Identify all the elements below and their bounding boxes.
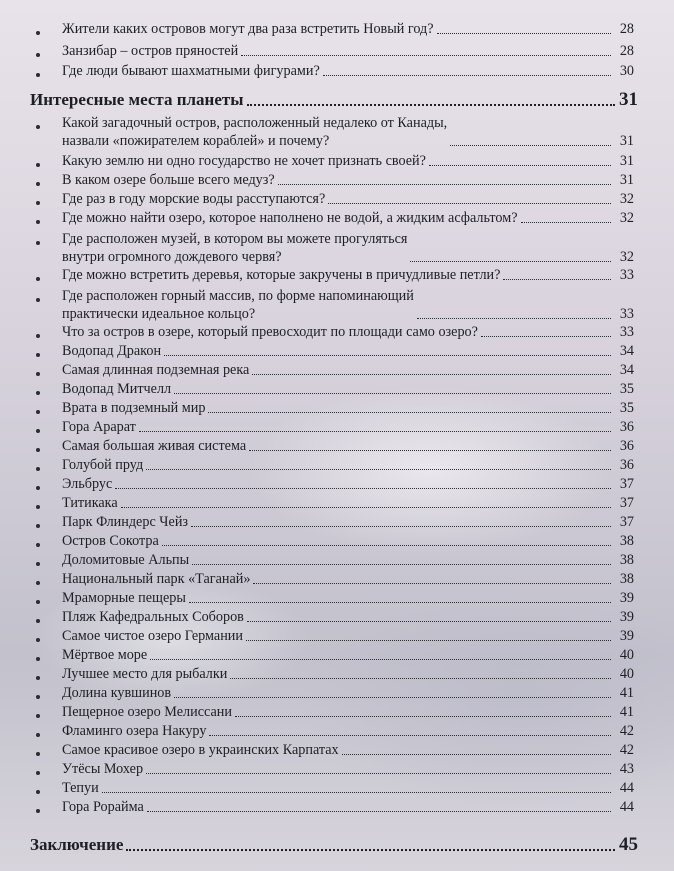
dot-leader (241, 54, 611, 56)
bullet-icon (36, 372, 40, 376)
toc-entry (62, 399, 634, 417)
dot-leader (102, 791, 611, 793)
entry-title: Остров Сокотра (62, 533, 159, 549)
dot-leader (521, 221, 611, 223)
entry-title: Пещерное озеро Мелиссани (62, 704, 232, 720)
toc-entry (62, 608, 634, 626)
dot-leader (481, 335, 611, 337)
toc-entry (62, 190, 634, 208)
toc-entry (62, 342, 634, 360)
entry-title: Жители каких островов могут два раза встретить Новый год? (62, 21, 434, 37)
entry-page: 33 (619, 306, 634, 322)
toc-entry (62, 570, 634, 588)
entry-title: Мёртвое море (62, 647, 148, 663)
dot-leader (162, 544, 611, 546)
entry-page: 37 (619, 514, 634, 530)
toc-entry (62, 646, 634, 664)
entry-page: 34 (619, 362, 634, 378)
bullet-icon (36, 31, 40, 35)
entry-page: 39 (619, 628, 634, 644)
dot-leader (252, 373, 611, 375)
toc-entry (62, 798, 634, 816)
entry-page: 44 (619, 780, 634, 796)
bullet-icon (36, 125, 40, 129)
entry-title: Парк Флиндерс Чейз (62, 514, 189, 530)
dot-leader (328, 202, 611, 204)
toc-entry (62, 722, 634, 740)
entry-page: 41 (619, 685, 634, 701)
bullet-icon (36, 505, 40, 509)
bullet-icon (36, 163, 40, 167)
bullet-icon (36, 771, 40, 775)
bullet-icon (36, 790, 40, 794)
dot-leader (230, 677, 611, 679)
section-title: Заключение (30, 835, 124, 854)
entry-title: Где люди бывают шахматными фигурами? (62, 63, 320, 79)
toc-entry (62, 209, 634, 227)
dot-leader (410, 260, 611, 262)
entry-title: Тепуи (62, 780, 99, 796)
entry-page: 28 (619, 43, 634, 59)
entry-page: 36 (619, 457, 634, 473)
dot-leader (429, 164, 611, 166)
bullet-icon (36, 391, 40, 395)
dot-leader (209, 734, 611, 736)
bullet-icon (36, 182, 40, 186)
entry-title: Где можно найти озеро, которое наполнено не водой, а жидким асфальтом? (62, 210, 518, 226)
toc-entry (62, 665, 634, 683)
toc-entry (62, 513, 634, 531)
dot-leader (192, 563, 611, 565)
dot-leader (342, 753, 611, 755)
dot-leader (115, 487, 611, 489)
entry-page: 39 (619, 590, 634, 606)
dot-leader (235, 715, 611, 717)
bullet-icon (36, 467, 40, 471)
entry-title: Национальный парк «Таганай» (62, 571, 251, 587)
entry-title (62, 230, 407, 266)
entry-page: 33 (619, 267, 634, 283)
entry-title-line: Какой загадочный остров, расположенный недалеко от Канады, (62, 115, 448, 131)
dot-leader (278, 183, 611, 185)
toc-entry (62, 703, 634, 721)
entry-title (62, 287, 414, 323)
entry-page: 38 (619, 571, 634, 587)
entry-title: Титикака (62, 495, 118, 511)
dot-leader (247, 620, 611, 622)
bullet-icon (36, 53, 40, 57)
entry-page: 44 (619, 799, 634, 815)
dot-leader (417, 317, 611, 319)
toc-entry (62, 287, 634, 323)
entry-page: 40 (619, 647, 634, 663)
entry-title-line: внутри огромного дождевого червя? (62, 249, 282, 265)
entry-page: 31 (619, 133, 634, 149)
bullet-icon (36, 410, 40, 414)
entry-title: Мраморные пещеры (62, 590, 186, 606)
dot-leader (164, 354, 611, 356)
entry-page: 38 (619, 552, 634, 568)
dot-leader (253, 582, 611, 584)
entry-title: Гора Рорайма (62, 799, 144, 815)
entry-title-line: назвали «пожирателем кораблей» и почему? (62, 133, 330, 149)
entry-title: Самое красивое озеро в украинских Карпатах (62, 742, 339, 758)
bullet-icon (36, 277, 40, 281)
bullet-icon (36, 429, 40, 433)
toc-entry (62, 323, 634, 341)
entry-title: Что за остров в озере, который превосходит по площади само озеро? (62, 324, 478, 340)
entry-title: Фламинго озера Накуру (62, 723, 207, 739)
bullet-icon (36, 676, 40, 680)
toc-entry (62, 760, 634, 778)
entry-page: 32 (619, 210, 634, 226)
dot-leader (139, 430, 611, 432)
toc-entry (62, 361, 634, 379)
toc-entry (62, 418, 634, 436)
toc-entry (62, 152, 634, 170)
dot-leader (208, 411, 611, 413)
bullet-icon (36, 600, 40, 604)
toc-entry (62, 62, 634, 80)
section-title: Интересные места планеты (30, 90, 244, 109)
bullet-icon (36, 562, 40, 566)
entry-page: 43 (619, 761, 634, 777)
section-heading (30, 89, 638, 111)
entry-page: 41 (619, 704, 634, 720)
bullet-icon (36, 619, 40, 623)
entry-page: 33 (619, 324, 634, 340)
entry-page: 37 (619, 476, 634, 492)
entry-title: Долина кувшинов (62, 685, 172, 701)
entry-title: Врата в подземный мир (62, 400, 206, 416)
toc-entry (62, 475, 634, 493)
entry-page: 38 (619, 533, 634, 549)
entry-page: 32 (619, 249, 634, 265)
dot-leader (249, 449, 611, 451)
dot-leader (450, 144, 611, 146)
bullet-icon (36, 241, 40, 245)
section-page: 31 (619, 89, 638, 110)
toc-entry (62, 114, 634, 150)
entry-title: Утёсы Мохер (62, 761, 144, 777)
bullet-icon (36, 657, 40, 661)
entry-title: Водопад Митчелл (62, 381, 172, 397)
dot-leader (174, 392, 611, 394)
toc-entry (62, 230, 634, 266)
toc-entry (62, 741, 634, 759)
bullet-icon (36, 695, 40, 699)
bullet-icon (36, 220, 40, 224)
entry-page: 37 (619, 495, 634, 511)
entry-page: 31 (619, 172, 634, 188)
entry-page: 35 (619, 400, 634, 416)
dot-leader (121, 506, 611, 508)
entry-page: 30 (619, 63, 634, 79)
entry-page: 28 (619, 21, 634, 37)
toc-entry (62, 266, 634, 284)
toc-entry (62, 437, 634, 455)
entry-page: 32 (619, 191, 634, 207)
entry-page: 31 (619, 153, 634, 169)
entry-page: 40 (619, 666, 634, 682)
dot-leader (174, 696, 611, 698)
entry-title-line: Где расположен музей, в котором вы можете прогуляться (62, 231, 408, 247)
dot-leader (191, 525, 611, 527)
entry-title: Где можно встретить деревья, которые закручены в причудливые петли? (62, 267, 501, 283)
entry-page: 35 (619, 381, 634, 397)
dot-leader (147, 810, 611, 812)
toc-entry (62, 627, 634, 645)
entry-title: Где раз в году морские воды расступаются? (62, 191, 326, 207)
toc-entry (62, 494, 634, 512)
toc-entry (62, 589, 634, 607)
entry-title-line: практически идеальное кольцо? (62, 306, 256, 322)
conclusion-heading (30, 834, 638, 856)
entry-title: Водопад Дракон (62, 343, 162, 359)
toc-entry (62, 20, 634, 38)
toc-entry (62, 456, 634, 474)
entry-title: Доломитовые Альпы (62, 552, 190, 568)
bullet-icon (36, 752, 40, 756)
entry-title: Эльбрус (62, 476, 113, 492)
dot-leader (146, 468, 611, 470)
entry-page: 39 (619, 609, 634, 625)
entry-title: Самое чистое озеро Германии (62, 628, 243, 644)
entry-title: Пляж Кафедральных Соборов (62, 609, 244, 625)
entry-title: Самая большая живая система (62, 438, 247, 454)
toc-entry (62, 42, 634, 60)
entry-page: 42 (619, 742, 634, 758)
section-page: 45 (619, 834, 638, 855)
entry-title: Голубой пруд (62, 457, 144, 473)
dot-leader (126, 848, 615, 851)
toc-entry (62, 380, 634, 398)
entry-title-line: Где расположен горный массив, по форме напоминающий (62, 288, 414, 304)
bullet-icon (36, 334, 40, 338)
dot-leader (437, 32, 611, 34)
entry-title: Гора Арарат (62, 419, 136, 435)
dot-leader (323, 74, 611, 76)
dot-leader (150, 658, 611, 660)
dot-leader (503, 278, 611, 280)
bullet-icon (36, 581, 40, 585)
bullet-icon (36, 201, 40, 205)
toc-entry (62, 171, 634, 189)
bullet-icon (36, 298, 40, 302)
bullet-icon (36, 73, 40, 77)
toc-entry (62, 779, 634, 797)
dot-leader (246, 639, 611, 641)
entry-title: Лучшее место для рыбалки (62, 666, 228, 682)
entry-title: В каком озере больше всего медуз? (62, 172, 275, 188)
bullet-icon (36, 486, 40, 490)
entry-title (62, 114, 447, 150)
bullet-icon (36, 524, 40, 528)
bullet-icon (36, 733, 40, 737)
entry-page: 36 (619, 419, 634, 435)
entry-page: 34 (619, 343, 634, 359)
entry-title: Самая длинная подземная река (62, 362, 250, 378)
bullet-icon (36, 714, 40, 718)
toc-entry (62, 532, 634, 550)
bullet-icon (36, 353, 40, 357)
dot-leader (189, 601, 611, 603)
entry-title: Какую землю ни одно государство не хочет признать своей? (62, 153, 426, 169)
bullet-icon (36, 448, 40, 452)
bullet-icon (36, 809, 40, 813)
entry-page: 42 (619, 723, 634, 739)
dot-leader (247, 103, 615, 106)
toc-entry (62, 684, 634, 702)
dot-leader (146, 772, 611, 774)
toc-entry (62, 551, 634, 569)
bullet-icon (36, 638, 40, 642)
entry-title: Занзибар – остров пряностей (62, 43, 239, 59)
bullet-icon (36, 543, 40, 547)
entry-page: 36 (619, 438, 634, 454)
